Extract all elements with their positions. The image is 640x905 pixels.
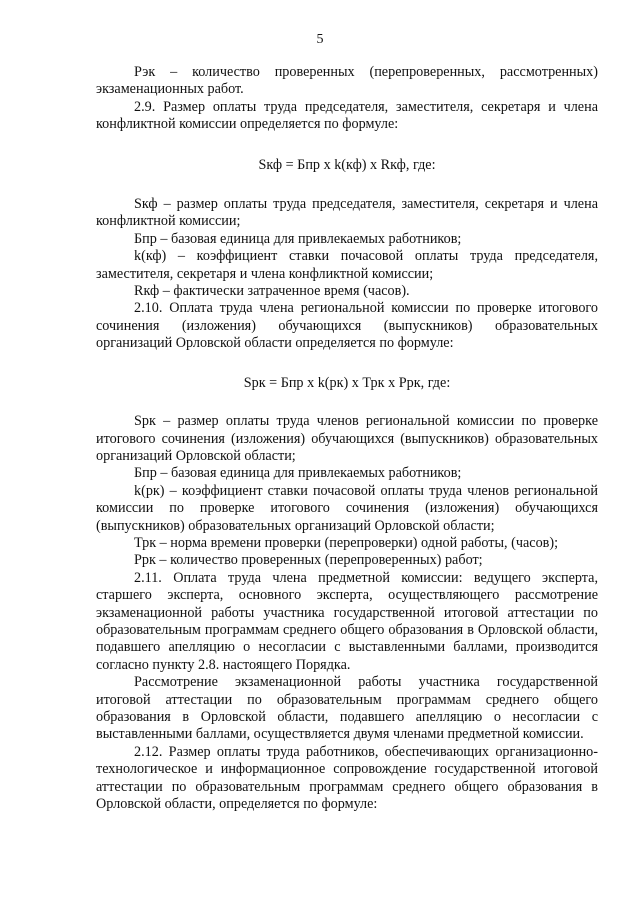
paragraph-krk-definition: k(рк) – коэффициент ставки почасовой оплаты труда членов региональной комиссии по проверке итогового сочинения (изложения) обучающихся (выпускников) образовательных организаций Орловской области; bbox=[96, 482, 598, 534]
paragraph-rek-definition: Рэк – количество проверенных (перепроверенных, рассмотренных) экзаменационных работ. bbox=[96, 64, 598, 98]
paragraph-kkf-definition: k(кф) – коэффициент ставки почасовой оплаты труда председателя, заместителя, секретаря и члена конфликтной комиссии; bbox=[96, 248, 598, 282]
document-body bbox=[96, 64, 598, 813]
formula-skf: Sкф = Бпр х k(кф) х Rкф, где: bbox=[258, 156, 436, 173]
paragraph-rkf-definition: Rкф – фактически затраченное время (часов). bbox=[134, 283, 410, 300]
paragraph-2-12: 2.12. Размер оплаты труда работников, обеспечивающих организационно-технологическое и информационное сопровождение государственной итоговой аттестации по образовательным программам среднего общего образования в Орловской области, определяется по формуле: bbox=[96, 743, 598, 813]
paragraph-prk-definition: Ррк – количество проверенных (перепроверенных) работ; bbox=[134, 552, 483, 569]
paragraph-2-11: 2.11. Оплата труда члена предметной комиссии: ведущего эксперта, старшего эксперта, основного эксперта, осуществляющего рассмотрение экзаменационной работы участника государственной итоговой аттестации по образовательным программам среднего общего образования в Орловской области, подавшего апелляцию о несогласии с выставленными баллами, производится согласно пункту 2.8. настоящего Порядка. bbox=[96, 569, 598, 673]
page-number: 5 bbox=[316, 32, 324, 47]
paragraph-bpr-definition-2: Бпр – базовая единица для привлекаемых работников; bbox=[134, 465, 462, 482]
paragraph-srk-definition: Sрк – размер оплаты труда членов региональной комиссии по проверке итогового сочинения (изложения) обучающихся (выпускников) образовательных организаций Орловской области; bbox=[96, 413, 598, 464]
paragraph-skf-definition: Sкф – размер оплаты труда председателя, заместителя, секретаря и члена конфликтной комиссии; bbox=[96, 196, 598, 230]
paragraph-appeal-review: Рассмотрение экзаменационной работы участника государственной итоговой аттестации по образовательным программам среднего общего образования в Орловской области, подавшего апелляцию о несогласии с выставленными баллами, осуществляется двумя членами предметной комиссии. bbox=[96, 674, 598, 743]
paragraph-bpr-definition: Бпр – базовая единица для привлекаемых работников; bbox=[134, 230, 462, 247]
paragraph-2-10: 2.10. Оплата труда члена региональной комиссии по проверке итогового сочинения (изложения) обучающихся (выпускников) образовательных организаций Орловской области определяется по формуле: bbox=[96, 300, 598, 352]
paragraph-trk-definition: Трк – норма времени проверки (перепроверки) одной работы, (часов); bbox=[134, 534, 559, 551]
paragraph-2-9: 2.9. Размер оплаты труда председателя, заместителя, секретаря и члена конфликтной комиссии определяется по формуле: bbox=[96, 98, 598, 133]
formula-srk: Sрк = Бпр х k(рк) х Трк х Ррк, где: bbox=[243, 374, 451, 391]
